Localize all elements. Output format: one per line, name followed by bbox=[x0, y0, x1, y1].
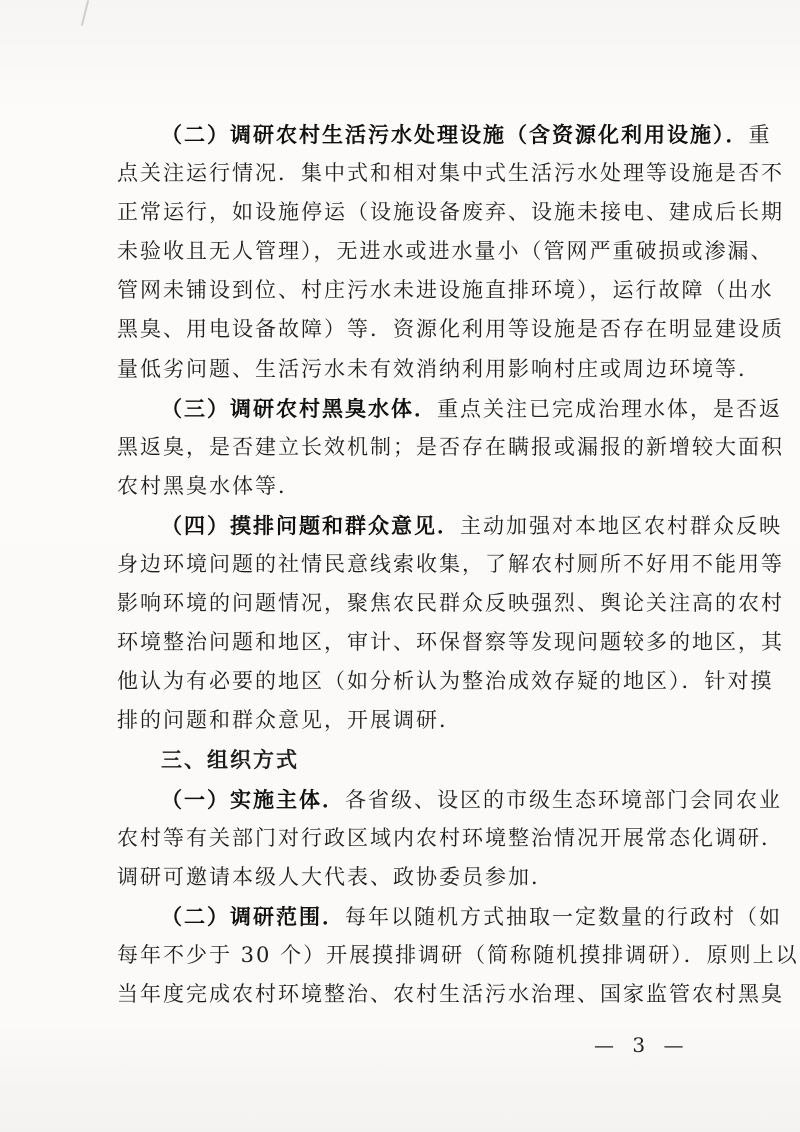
line: 当年度完成农村环境整治、农村生活污水治理、国家监管农村黑臭 bbox=[117, 982, 784, 1007]
line: 身边环境问题的社情民意线索收集，了解农村厕所不好用不能用等 bbox=[117, 552, 784, 577]
scan-artifact bbox=[81, 0, 89, 26]
line-text: 每年以随机方式抽取一定数量的行政村（如 bbox=[345, 904, 782, 929]
line: 正常运行，如设施停运（设施设备废弃、设施未接电、建成后长期 bbox=[117, 200, 784, 225]
paragraph-lead: （二）调研范围． bbox=[161, 903, 345, 929]
paragraph-lead: （四）摸排问题和群众意见． bbox=[161, 512, 460, 538]
paragraph-lead: （二）调研农村生活污水处理设施（含资源化利用设施）． bbox=[161, 122, 749, 147]
line-text: 重 bbox=[748, 123, 772, 147]
paragraph-lead: （一）实施主体． bbox=[161, 786, 345, 812]
paragraph-survey-scope bbox=[117, 897, 782, 936]
line-text: 重点关注已完成治理水体，是否返 bbox=[437, 396, 782, 421]
line: 农村黑臭水体等． bbox=[117, 473, 301, 498]
line: 管网未铺设到位、村庄污水未进设施直排环境），运行故障（出水 bbox=[117, 278, 774, 303]
paragraph-public-opinion bbox=[117, 506, 782, 545]
line: 他认为有必要的地区（如分析认为整治成效存疑的地区）．针对摸 bbox=[117, 669, 774, 694]
line: 影响环境的问题情况，聚焦农民群众反映强烈、舆论关注高的农村 bbox=[117, 591, 784, 616]
line-text: 各省级、设区的市级生态环境部门会同农业 bbox=[345, 787, 782, 812]
line: 农村等有关部门对行政区域内农村环境整治情况开展常态化调研． bbox=[117, 825, 784, 850]
line: 黑臭、用电设备故障）等．资源化利用等设施是否存在明显建设质 bbox=[117, 317, 784, 342]
line-text: 主动加强对本地区农村群众反映 bbox=[460, 513, 782, 538]
line: 黑返臭，是否建立长效机制；是否存在瞒报或漏报的新增较大面积 bbox=[117, 434, 784, 459]
line: 每年不少于 30 个）开展摸排调研（简称随机摸排调研）．原则上以 bbox=[117, 942, 799, 967]
paragraph-lead: （三）调研农村黑臭水体． bbox=[161, 395, 437, 421]
line: 未验收且无人管理），无进水或进水量小（管网严重破损或渗漏、 bbox=[117, 239, 774, 264]
paragraph-implementing-body bbox=[117, 780, 782, 819]
page-number: — 3 — bbox=[594, 1033, 690, 1057]
line: 量低劣问题、生活污水未有效消纳利用影响村庄或周边环境等． bbox=[117, 356, 761, 381]
line: 调研可邀请本级人大代表、政协委员参加． bbox=[117, 864, 554, 889]
paragraph-black-odorous-water bbox=[117, 389, 782, 428]
section-heading: 三、组织方式 bbox=[161, 747, 299, 772]
line: 排的问题和群众意见，开展调研． bbox=[117, 708, 462, 733]
document-body bbox=[117, 115, 799, 1014]
line: 环境整治问题和地区，审计、环保督察等发现问题较多的地区，其 bbox=[117, 630, 784, 655]
line: 点关注运行情况．集中式和相对集中式生活污水处理等设施是否不 bbox=[117, 161, 784, 186]
paragraph-sewage-facilities bbox=[117, 115, 772, 154]
